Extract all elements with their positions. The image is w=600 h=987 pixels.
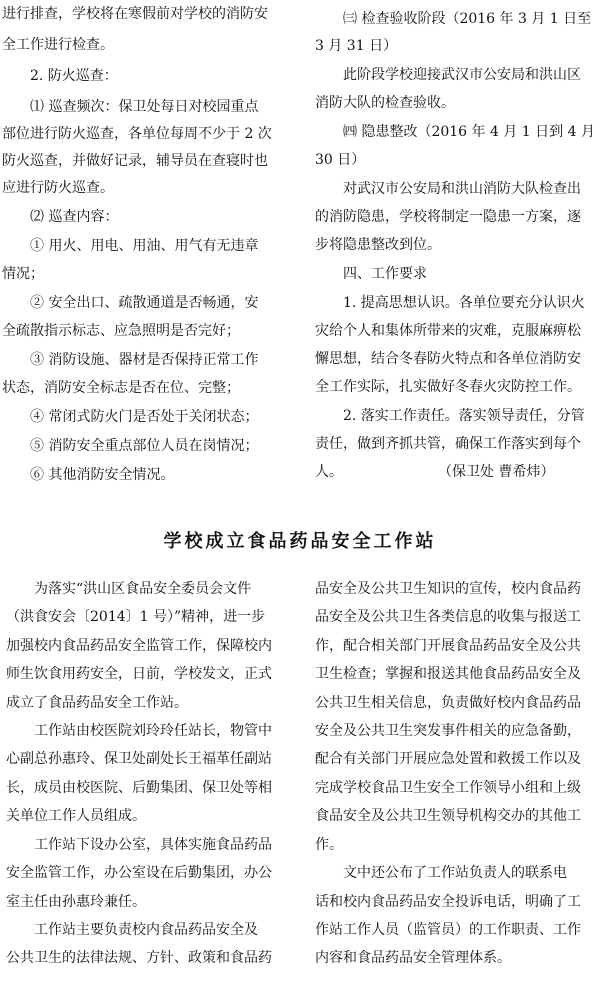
text-line: 作。 bbox=[315, 837, 343, 853]
text-line: 话和校内食品药品安全投诉电话，明确了工 bbox=[315, 894, 581, 910]
text-line: 文中还公布了工作站负责人的联系电 bbox=[343, 865, 567, 881]
text-line: 作站工作人员（监管员）的工作职责、工作 bbox=[315, 922, 581, 938]
text-line: 的消防隐患，学校将制定一隐患一方案，逐 bbox=[315, 209, 581, 225]
text-line: 此阶段学校迎接武汉市公安局和洪山区 bbox=[343, 67, 581, 83]
section-heading: ㈣ 隐患整改（2016 年 4 月 1 日到 4 月 bbox=[343, 124, 595, 140]
text-line: 品安全及公共卫生知识的宣传，校内食品药 bbox=[315, 581, 581, 597]
text-line: 懈思想，结合冬春防火特点和各单位消防安 bbox=[315, 351, 581, 367]
text-line: 师生饮食用药安全，日前，学校发文，正式 bbox=[6, 666, 272, 682]
text-line: 1. 提高思想认识。各单位要充分认识火 bbox=[343, 295, 585, 311]
text-line: 灾给个人和集体所带来的灾难，克服麻痹松 bbox=[315, 323, 581, 339]
text-line: 3 月 31 日） bbox=[315, 38, 398, 54]
text-line: 责任，做到齐抓共管，确保工作落实到每个 bbox=[315, 436, 581, 452]
text-line: 加强校内食品药品安全监管工作，保障校内 bbox=[6, 638, 272, 654]
text-line: 公共卫生相关信息，负责做好校内食品药品 bbox=[315, 695, 581, 711]
text-line: 进行排查，学校将在寒假前对学校的消防安 bbox=[2, 6, 268, 22]
text-line: 心副总孙惠玲、保卫处副处长王福革任副站 bbox=[6, 751, 272, 767]
list-heading: 2. 防火巡查： bbox=[30, 68, 118, 84]
list-item: ② 安全出口、疏散通道是否畅通，安 bbox=[30, 295, 259, 311]
list-item: ⑥ 其他消防安全情况。 bbox=[30, 467, 175, 483]
text-line: 30 日） bbox=[315, 152, 366, 168]
author-signature: （保卫处 曹希炜） bbox=[438, 464, 555, 480]
text-line: 步将隐患整改到位。 bbox=[315, 237, 441, 253]
text-line: 应进行防火巡查。 bbox=[2, 180, 114, 196]
text-line: 为落实“洪山区食品安全委员会文件 bbox=[34, 581, 252, 597]
list-item: ⑤ 消防安全重点部位人员在岗情况； bbox=[30, 438, 259, 454]
list-item: ④ 常闭式防火门是否处于关闭状态； bbox=[30, 409, 259, 425]
section-heading: 四、工作要求 bbox=[343, 266, 427, 282]
text-line: 完成学校食品卫生安全工作领导小组和上级 bbox=[315, 780, 581, 796]
text-line: 安全监管工作，办公室设在后勤集团，办公 bbox=[6, 865, 272, 881]
text-line: 对武汉市公安局和洪山消防大队检查出 bbox=[343, 181, 581, 197]
text-line: 品安全及公共卫生各类信息的收集与报送工 bbox=[315, 609, 581, 625]
text-line: 消防大队的检查验收。 bbox=[315, 95, 455, 111]
text-line: 内容和食品药品安全管理体系。 bbox=[315, 950, 511, 966]
text-line: 卫生检查；掌握和报送其他食品药品安全及 bbox=[315, 666, 581, 682]
text-line: ⑴ 巡查频次：保卫处每日对校园重点 bbox=[30, 99, 259, 115]
text-line: 长，成员由校医院、后勤集团、保卫处等相 bbox=[6, 780, 272, 796]
text-line: 安全及公共卫生突发事件相关的应急备勤， bbox=[315, 723, 581, 739]
text-line: 全工作进行检查。 bbox=[2, 37, 114, 53]
text-line: 作，配合相关部门开展食品药品安全及公共 bbox=[315, 638, 581, 654]
text-line: （洪食安会〔2014〕1 号）”精神，进一步 bbox=[6, 609, 266, 625]
text-line: 人。 bbox=[315, 464, 343, 480]
text-line: 配合有关部门开展应急处置和救援工作以及 bbox=[315, 751, 581, 767]
text-line: 食品安全及公共卫生领导机构交办的其他工 bbox=[315, 808, 581, 824]
text-line: 状态，消防安全标志是否在位、完整； bbox=[2, 380, 240, 396]
text-line: 公共卫生的法律法规、方针、政策和食品药 bbox=[6, 950, 272, 966]
text-line: 部位进行防火巡查，各单位每周不少于 2 次 bbox=[2, 126, 272, 142]
text-line: 情况； bbox=[2, 266, 44, 282]
text-line: 工作站下设办公室，具体实施食品药品 bbox=[34, 837, 272, 853]
list-heading: ⑵ 巡查内容： bbox=[30, 209, 119, 225]
section-heading: ㈢ 检查验收阶段（2016 年 3 月 1 日至 bbox=[343, 11, 592, 27]
text-line: 防火巡查，并做好记录，辅导员在查寝时也 bbox=[2, 153, 268, 169]
text-line: 工作站主要负责校内食品药品安全及 bbox=[34, 922, 258, 938]
list-item: ① 用火、用电、用油、用气有无违章 bbox=[30, 238, 259, 254]
list-item: ③ 消防设施、器材是否保持正常工作 bbox=[30, 352, 259, 368]
text-line: 室主任由孙惠玲兼任。 bbox=[6, 894, 146, 910]
text-line: 成立了食品药品安全工作站。 bbox=[6, 695, 188, 711]
text-line: 2. 落实工作责任。落实领导责任，分管 bbox=[343, 408, 585, 424]
text-line: 关单位工作人员组成。 bbox=[6, 808, 146, 824]
text-line: 全工作实际，扎实做好冬春火灾防控工作。 bbox=[315, 379, 581, 395]
text-line: 全疏散指示标志、应急照明是否完好； bbox=[2, 323, 240, 339]
article-title: 学校成立食品药品安全工作站 bbox=[163, 531, 437, 552]
text-line: 工作站由校医院刘玲玲任站长，物管中 bbox=[34, 723, 272, 739]
